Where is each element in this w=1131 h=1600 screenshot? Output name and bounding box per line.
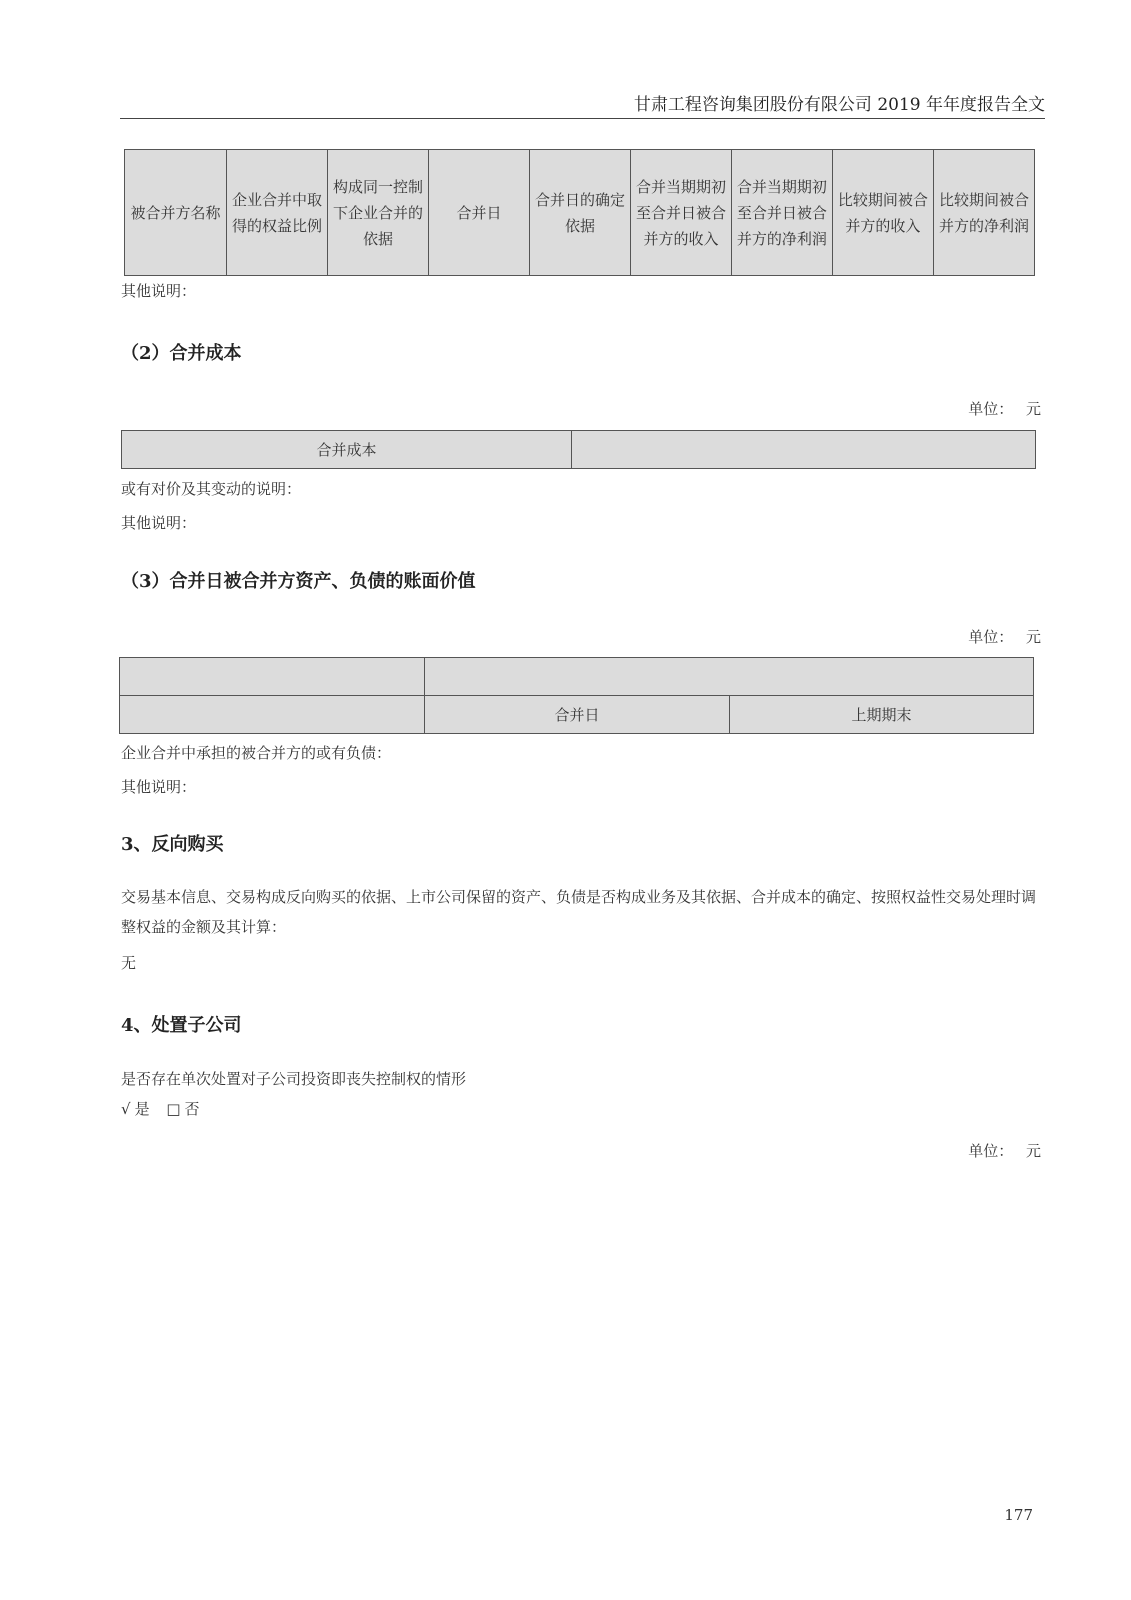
header-cell: 企业合并中取得的权益比例 [227, 150, 328, 276]
header-cell: 合并日的确定依据 [529, 150, 630, 276]
disposal-question: 是否存在单次处置对子公司投资即丧失控制权的情形 [121, 1070, 467, 1088]
table-cell [120, 658, 425, 696]
table-cell [120, 696, 425, 734]
section-heading: 4、处置子公司 [121, 1015, 242, 1036]
section-heading: 3、反向购买 [121, 834, 224, 855]
contingent-liabilities-notes: 企业合并中承担的被合并方的或有负债： [121, 744, 392, 762]
contingent-consideration-notes: 或有对价及其变动的说明： [121, 480, 302, 498]
header-cell: 合并当期期初至合并日被合并方的净利润 [731, 150, 832, 276]
other-notes: 其他说明： [121, 514, 197, 532]
header-cell: 比较期间被合并方的收入 [832, 150, 933, 276]
no-label: 否 [184, 1100, 200, 1118]
other-notes: 其他说明： [121, 778, 197, 796]
unit-label: 单位： 元 [968, 628, 1041, 646]
merger-cost-table [121, 430, 1036, 469]
unit-label: 单位： 元 [968, 1142, 1041, 1160]
disposal-options [121, 1098, 204, 1119]
page-number: 177 [1004, 1506, 1033, 1524]
section-heading: （3）合并日被合并方资产、负债的账面价值 [121, 571, 476, 592]
yes-checkmark[interactable]: √ [121, 1100, 131, 1118]
reverse-purchase-paragraph: 交易基本信息、交易构成反向购买的依据、上市公司保留的资产、负债是否构成业务及其依据、合并成本的确定、按照权益性交易处理时调整权益的金额及其计算： [121, 888, 1037, 936]
yes-label: 是 [134, 1100, 150, 1118]
header-cell: 合并当期期初至合并日被合并方的收入 [630, 150, 731, 276]
header-cell: 被合并方名称 [125, 150, 227, 276]
column-header-merge-date: 合并日 [425, 696, 730, 734]
page-header [120, 88, 1045, 119]
table-cell [425, 658, 1034, 696]
same-control-merger-table [124, 149, 1035, 276]
unit-label: 单位： 元 [968, 400, 1041, 418]
merger-cost-value [572, 431, 1036, 469]
other-notes: 其他说明： [121, 282, 197, 300]
section-heading: （2）合并成本 [121, 343, 242, 364]
report-title: 甘肃工程咨询集团股份有限公司 2019 年年度报告全文 [633, 95, 1045, 115]
header-cell: 合并日 [428, 150, 529, 276]
header-cell: 比较期间被合并方的净利润 [933, 150, 1034, 276]
column-header-prev-period-end: 上期期末 [730, 696, 1034, 734]
header-cell: 构成同一控制下企业合并的依据 [328, 150, 429, 276]
merger-cost-label: 合并成本 [122, 431, 572, 469]
reverse-purchase-answer: 无 [121, 954, 137, 972]
assets-liabilities-table [119, 657, 1034, 734]
no-checkbox[interactable]: □ [166, 1100, 181, 1118]
